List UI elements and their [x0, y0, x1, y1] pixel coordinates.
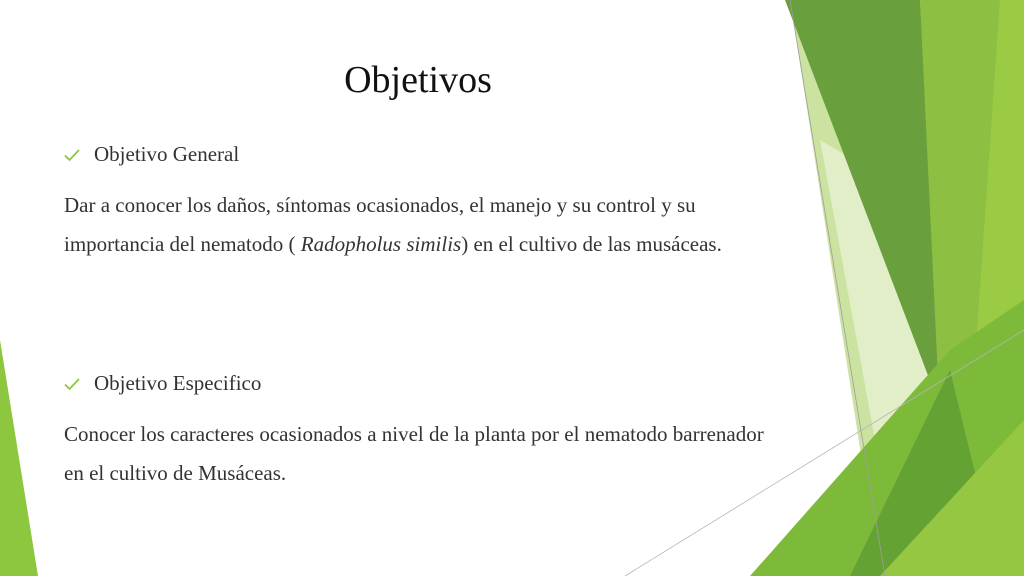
objetivo-especifico-text: Conocer los caracteres ocasionados a nivel de la planta por el nematodo barrenador en el cultivo de Musáceas. [64, 422, 764, 485]
slide-title: Objetivos [344, 59, 492, 101]
bullet-objetivo-general [64, 142, 239, 167]
objetivo-general-text [64, 186, 784, 264]
check-icon [64, 377, 80, 391]
species-name: Radopholus similis [300, 232, 462, 256]
bullet-objetivo-especifico [64, 371, 261, 396]
bullet-label: Objetivo Especifico [94, 371, 262, 395]
left-accent-shape [0, 340, 38, 576]
paragraph-text: ) en el cultivo de las musáceas. [461, 232, 722, 256]
paragraph-text: Dar a conocer los daños, síntomas ocasionados, el manejo y su control y su importancia del nematodo ( [64, 193, 696, 256]
bullet-label: Objetivo General [94, 142, 240, 166]
check-icon [64, 148, 80, 162]
